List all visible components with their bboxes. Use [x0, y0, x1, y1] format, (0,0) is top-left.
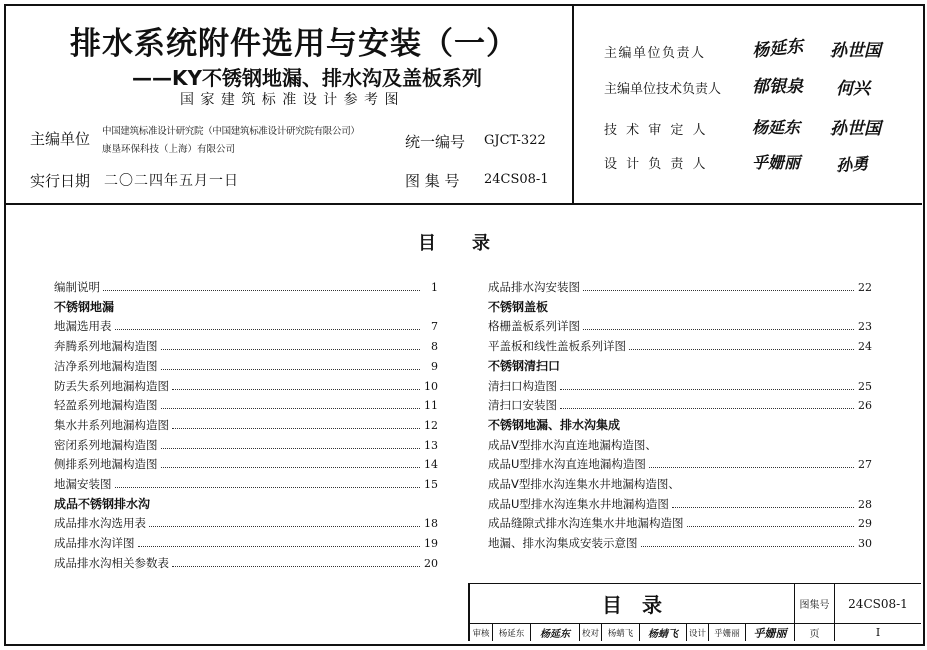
- toc-leader-dots: [172, 428, 420, 429]
- toc-entry[interactable]: [54, 396, 438, 414]
- toc-entry[interactable]: [54, 534, 438, 552]
- toc-entry-label: 清扫口安装图: [488, 398, 557, 413]
- toc-leader-dots: [629, 349, 854, 350]
- subtitle: ——KY不锈钢地漏、排水沟及盖板系列: [132, 66, 482, 90]
- toc-section-heading: 成品不锈钢排水沟: [54, 496, 151, 511]
- toc-section-heading: 不锈钢清扫口: [488, 358, 561, 373]
- toc-entry[interactable]: [54, 416, 438, 434]
- toc-leader-dots: [672, 507, 854, 508]
- review-signature: 杨延东: [540, 629, 570, 640]
- atlas-no: 24CS08-1: [484, 172, 549, 187]
- toc-entry-label: 地漏安装图: [54, 477, 112, 491]
- toc-entry-label: 成品V型排水沟连集水井地漏构造图、: [488, 477, 680, 491]
- toc-page-number: 9: [431, 359, 438, 373]
- approval-label: 主编单位技术负责人: [604, 82, 722, 97]
- unified-no: GJCT-322: [484, 133, 546, 148]
- page-number: I: [875, 626, 881, 639]
- toc-heading: 目 录: [418, 233, 490, 254]
- toc-leader-dots: [583, 329, 854, 330]
- toc-page-number: 30: [858, 537, 872, 551]
- toc-section-heading: 不锈钢地漏: [54, 299, 115, 314]
- date-value: 二〇二四年五月一日: [104, 173, 239, 189]
- toc-section-heading: 不锈钢盖板: [488, 299, 549, 314]
- header-divider: [5, 203, 922, 205]
- design-name: 乎姗丽: [714, 628, 740, 639]
- toc-entry[interactable]: [488, 514, 872, 532]
- toc-entry-label: 成品排水沟详图: [54, 536, 135, 551]
- toc-entry[interactable]: [488, 455, 872, 473]
- toc-entry-label: 奔腾系列地漏构造图: [54, 339, 158, 354]
- toc-page-number: 24: [858, 340, 872, 354]
- signature: 孙世国: [830, 41, 881, 61]
- toc-entry[interactable]: [54, 455, 438, 473]
- page-label: 页: [809, 629, 820, 640]
- toc-leader-dots: [172, 389, 420, 390]
- toc-entry[interactable]: [54, 554, 438, 572]
- signature: 孙勇: [835, 153, 869, 176]
- toc-entry[interactable]: [488, 317, 872, 335]
- toc-leader-dots: [560, 389, 854, 390]
- toc-entry-label: 成品排水沟相关参数表: [54, 555, 169, 570]
- toc-page-number: 28: [858, 497, 872, 511]
- title-block-atlas-label: 图集号: [799, 600, 830, 611]
- signature: 杨延东: [751, 36, 805, 62]
- toc-entry-label: 地漏、排水沟集成安装示意图: [488, 536, 638, 551]
- toc-leader-dots: [161, 467, 421, 468]
- main-title: 排水系统附件选用与安装（一）: [70, 26, 518, 62]
- approval-label: 技 术 审 定 人: [604, 123, 709, 138]
- toc-leader-dots: [649, 467, 854, 468]
- toc-entry-label: 地漏选用表: [54, 319, 112, 334]
- toc-entry-label: 侧排系列地漏构造图: [54, 457, 158, 472]
- signature: 孙世国: [830, 119, 881, 139]
- toc-entry[interactable]: [488, 534, 872, 552]
- toc-entry-label: 成品缝隙式排水沟连集水井地漏构造图: [488, 516, 684, 531]
- editor-label: 主编单位: [30, 130, 91, 148]
- design-label: 设计: [688, 628, 706, 639]
- toc-entry-label: 成品U型排水沟直连地漏构造图: [488, 457, 646, 472]
- toc-leader-dots: [172, 566, 420, 567]
- toc-entry[interactable]: [54, 377, 438, 395]
- doc-type: 国 家 建 筑 标 准 设 计 参 考 图: [180, 92, 400, 108]
- date-label: 实行日期: [30, 172, 91, 190]
- toc-page-number: 12: [424, 418, 438, 432]
- toc-entry-label: 成品V型排水沟直连地漏构造图、: [488, 437, 657, 452]
- toc-entry[interactable]: [54, 317, 438, 335]
- toc-page-number: 25: [858, 379, 872, 393]
- toc-page-number: 8: [431, 340, 438, 354]
- toc-entry[interactable]: [54, 436, 438, 454]
- proofread-signature: 杨蜻飞: [648, 629, 678, 640]
- toc-page-number: 26: [858, 399, 872, 413]
- atlas-no-label: 图 集 号: [405, 172, 460, 190]
- toc-entry[interactable]: [488, 495, 872, 513]
- toc-leader-dots: [583, 290, 854, 291]
- toc-entry-label: 防丢失系列地漏构造图: [54, 378, 169, 393]
- toc-leader-dots: [161, 408, 421, 409]
- editor-org-2: 康垦环保科技（上海）有限公司: [102, 144, 236, 155]
- header-vertical-divider: [572, 5, 574, 204]
- toc-page-number: 29: [858, 517, 872, 531]
- signature: 何兴: [836, 79, 870, 99]
- toc-section-heading: 不锈钢地漏、排水沟集成: [488, 417, 621, 432]
- toc-page-number: 23: [858, 320, 872, 334]
- toc-entry-label: 集水井系列地漏构造图: [54, 417, 169, 432]
- toc-page-number: 7: [431, 320, 438, 334]
- toc-entry-label: 成品排水沟选用表: [54, 516, 146, 531]
- toc-entry-label: 编制说明: [54, 280, 100, 294]
- title-block-atlas-no: 24CS08-1: [848, 596, 908, 611]
- toc-page-number: 1: [431, 281, 438, 294]
- toc-page-number: 13: [424, 438, 438, 452]
- toc-entry[interactable]: [54, 514, 438, 532]
- toc-leader-dots: [103, 290, 420, 291]
- toc-page-number: 10: [424, 379, 438, 393]
- proofread-label: 校对: [581, 628, 599, 639]
- toc-entry-label: 密闭系列地漏构造图: [54, 437, 158, 452]
- toc-leader-dots: [149, 526, 420, 527]
- toc-leader-dots: [161, 349, 421, 350]
- toc-entry-label: 清扫口构造图: [488, 378, 557, 393]
- editor-org-1: 中国建筑标准设计研究院（中国建筑标准设计研究院有限公司）: [102, 126, 360, 137]
- toc-entry[interactable]: [488, 396, 872, 414]
- toc-leader-dots: [687, 526, 855, 527]
- toc-page-number: 22: [858, 281, 872, 294]
- signature: 郁银泉: [752, 77, 803, 97]
- review-name: 杨延东: [498, 628, 525, 639]
- toc-entry[interactable]: [54, 278, 438, 296]
- unified-no-label: 统一编号: [405, 133, 466, 151]
- toc-page-number: 15: [424, 478, 438, 491]
- toc-leader-dots: [161, 448, 421, 449]
- toc-entry-label: 成品排水沟安装图: [488, 280, 580, 294]
- toc-page-number: 14: [424, 458, 438, 472]
- toc-page-number: 20: [424, 556, 438, 570]
- toc-entry[interactable]: [488, 337, 872, 355]
- toc-leader-dots: [641, 546, 855, 547]
- signature: 杨延东: [752, 118, 801, 137]
- design-signature: 乎姗丽: [753, 626, 787, 640]
- toc-entry-label: 洁净系列地漏构造图: [54, 358, 158, 373]
- toc-entry-label: 成品U型排水沟连集水井地漏构造图: [488, 496, 669, 511]
- toc-entry[interactable]: [488, 377, 872, 395]
- toc-entry[interactable]: [54, 337, 438, 355]
- toc-page-number: 11: [424, 399, 438, 413]
- toc-entry-label: 格栅盖板系列详图: [488, 319, 580, 334]
- toc-leader-dots: [115, 487, 421, 488]
- toc-entry-label: 平盖板和线性盖板系列详图: [488, 339, 626, 354]
- proofread-name: 杨蜻飞: [607, 628, 634, 639]
- title-block-title: 目 录: [602, 593, 662, 617]
- review-label: 审核: [472, 628, 490, 639]
- toc-entry[interactable]: [488, 278, 872, 296]
- toc-page-number: 19: [424, 537, 438, 551]
- toc-entry-label: 轻盈系列地漏构造图: [54, 398, 158, 413]
- toc-page-number: 18: [424, 517, 438, 531]
- approval-label: 主编单位负责人: [604, 46, 706, 61]
- toc-entry[interactable]: [54, 475, 438, 493]
- approval-label: 设 计 负 责 人: [604, 157, 709, 172]
- toc-leader-dots: [161, 369, 421, 370]
- toc-leader-dots: [115, 329, 421, 330]
- toc-entry[interactable]: [54, 357, 438, 375]
- toc-leader-dots: [560, 408, 854, 409]
- toc-page-number: 27: [858, 458, 872, 472]
- toc-leader-dots: [138, 546, 421, 547]
- signature: 乎姗丽: [752, 153, 801, 172]
